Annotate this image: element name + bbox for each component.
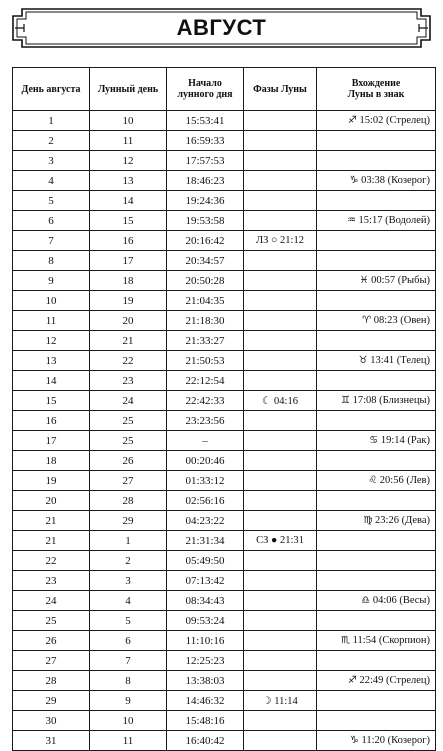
table-row [13, 491, 436, 511]
cell-day: 4 [13, 171, 90, 191]
cell-lunar-day: 29 [90, 511, 167, 531]
cell-sign-entry [317, 451, 436, 471]
cell-moon-phase [244, 311, 317, 331]
table-row [13, 471, 436, 491]
table-row [13, 591, 436, 611]
cell-start-time: 15:48:16 [167, 711, 244, 731]
cell-day: 18 [13, 451, 90, 471]
cell-day: 11 [13, 311, 90, 331]
cell-lunar-day: 25 [90, 411, 167, 431]
zodiac-sign-icon: ♏ [341, 635, 351, 646]
cell-lunar-day: 2 [90, 551, 167, 571]
cell-moon-phase [244, 671, 317, 691]
cell-lunar-day: 25 [90, 431, 167, 451]
cell-lunar-day: 5 [90, 611, 167, 631]
zodiac-sign-icon: ♑ [349, 735, 359, 746]
table-row [13, 351, 436, 371]
cell-start-time: 11:10:16 [167, 631, 244, 651]
table-body [13, 111, 436, 751]
cell-moon-phase [244, 491, 317, 511]
cell-day: 3 [13, 151, 90, 171]
cell-lunar-day: 1 [90, 531, 167, 551]
table-row [13, 251, 436, 271]
table-header-row [13, 68, 436, 111]
cell-moon-phase [244, 631, 317, 651]
table-row [13, 211, 436, 231]
cell-day: 2 [13, 131, 90, 151]
cell-sign-entry [317, 691, 436, 711]
sign-entry-text: 19:14 (Рак) [380, 435, 430, 446]
cell-day: 23 [13, 571, 90, 591]
cell-start-time: 20:34:57 [167, 251, 244, 271]
cell-start-time: 21:50:53 [167, 351, 244, 371]
cell-sign-entry [317, 551, 436, 571]
cell-moon-phase: ☽ 11:14 [244, 691, 317, 711]
cell-sign-entry [317, 731, 436, 751]
zodiac-sign-icon: ♐ [347, 115, 357, 126]
cell-sign-entry [317, 471, 436, 491]
zodiac-sign-icon: ♑ [349, 175, 359, 186]
cell-day: 9 [13, 271, 90, 291]
cell-moon-phase [244, 411, 317, 431]
cell-sign-entry [317, 271, 436, 291]
table-row [13, 451, 436, 471]
cell-lunar-day: 22 [90, 351, 167, 371]
table-row [13, 731, 436, 751]
zodiac-sign-icon: ♐ [347, 675, 357, 686]
table-row [13, 151, 436, 171]
cell-sign-entry [317, 131, 436, 151]
cell-moon-phase [244, 511, 317, 531]
zodiac-sign-icon: ♍ [363, 515, 373, 526]
table-row [13, 571, 436, 591]
cell-start-time: 07:13:42 [167, 571, 244, 591]
cell-moon-phase [244, 111, 317, 131]
header-sign-line2: Луны в знак [347, 89, 405, 100]
cell-day: 28 [13, 671, 90, 691]
cell-lunar-day: 28 [90, 491, 167, 511]
cell-day: 14 [13, 371, 90, 391]
cell-sign-entry [317, 331, 436, 351]
cell-moon-phase [244, 651, 317, 671]
cell-day: 1 [13, 111, 90, 131]
cell-day: 29 [13, 691, 90, 711]
cell-sign-entry [317, 631, 436, 651]
zodiac-sign-icon: ♊ [341, 395, 350, 406]
table-row [13, 131, 436, 151]
header-start-line1: Начало [188, 78, 222, 89]
sign-entry-text: 11:20 (Козерог) [361, 735, 430, 746]
cell-moon-phase [244, 131, 317, 151]
cell-moon-phase [244, 611, 317, 631]
cell-moon-phase [244, 151, 317, 171]
cell-sign-entry [317, 591, 436, 611]
zodiac-sign-icon: ♎ [361, 595, 371, 606]
sign-entry-text: 00:57 (Рыбы) [371, 275, 430, 286]
table-row [13, 411, 436, 431]
cell-sign-entry [317, 511, 436, 531]
cell-day: 27 [13, 651, 90, 671]
cell-start-time: – [167, 431, 244, 451]
cell-start-time: 16:59:33 [167, 131, 244, 151]
cell-sign-entry [317, 231, 436, 251]
zodiac-sign-icon: ♉ [358, 355, 368, 366]
cell-lunar-day: 12 [90, 151, 167, 171]
cell-sign-entry [317, 711, 436, 731]
cell-start-time: 23:23:56 [167, 411, 244, 431]
cell-sign-entry [317, 371, 436, 391]
cell-lunar-day: 14 [90, 191, 167, 211]
table-row [13, 551, 436, 571]
cell-lunar-day: 27 [90, 471, 167, 491]
table-row [13, 231, 436, 251]
cell-moon-phase [244, 351, 317, 371]
sign-entry-text: 13:41 (Телец) [370, 355, 430, 366]
cell-sign-entry [317, 311, 436, 331]
cell-moon-phase: ☾ 04:16 [244, 391, 317, 411]
cell-day: 16 [13, 411, 90, 431]
header-start-line2: лунного дня [177, 89, 233, 100]
cell-lunar-day: 17 [90, 251, 167, 271]
cell-lunar-day: 13 [90, 171, 167, 191]
cell-sign-entry [317, 651, 436, 671]
cell-start-time: 21:31:34 [167, 531, 244, 551]
cell-moon-phase [244, 211, 317, 231]
cell-moon-phase [244, 571, 317, 591]
cell-lunar-day: 11 [90, 731, 167, 751]
table-row [13, 271, 436, 291]
sign-entry-text: 22:49 (Стрелец) [359, 675, 430, 686]
cell-moon-phase [244, 191, 317, 211]
cell-lunar-day: 21 [90, 331, 167, 351]
cell-day: 15 [13, 391, 90, 411]
cell-lunar-day: 23 [90, 371, 167, 391]
table-row [13, 671, 436, 691]
cell-start-time: 04:23:22 [167, 511, 244, 531]
cell-moon-phase [244, 551, 317, 571]
cell-start-time: 05:49:50 [167, 551, 244, 571]
sign-entry-text: 03:38 (Козерог) [361, 175, 430, 186]
cell-moon-phase [244, 711, 317, 731]
table-row [13, 311, 436, 331]
cell-day: 8 [13, 251, 90, 271]
zodiac-sign-icon: ♈ [362, 315, 372, 326]
cell-lunar-day: 18 [90, 271, 167, 291]
cell-sign-entry [317, 191, 436, 211]
sign-entry-text: 17:08 (Близнецы) [352, 395, 430, 406]
cell-day: 6 [13, 211, 90, 231]
cell-start-time: 22:42:33 [167, 391, 244, 411]
cell-sign-entry [317, 171, 436, 191]
cell-moon-phase [244, 471, 317, 491]
cell-moon-phase [244, 371, 317, 391]
cell-moon-phase: СЗ ● 21:31 [244, 531, 317, 551]
table-row [13, 111, 436, 131]
cell-lunar-day: 24 [90, 391, 167, 411]
cell-start-time: 00:20:46 [167, 451, 244, 471]
header-start [167, 68, 244, 111]
sign-entry-text: 23:26 (Дева) [375, 515, 430, 526]
sign-entry-text: 15:02 (Стрелец) [359, 115, 430, 126]
table-row [13, 371, 436, 391]
header-sign [317, 68, 436, 111]
table-row [13, 391, 436, 411]
cell-moon-phase [244, 431, 317, 451]
cell-sign-entry [317, 391, 436, 411]
page-title: АВГУСТ [176, 15, 267, 40]
cell-sign-entry [317, 351, 436, 371]
cell-start-time: 19:53:58 [167, 211, 244, 231]
table-row [13, 171, 436, 191]
sign-entry-text: 15:17 (Водолей) [358, 215, 430, 226]
cell-start-time: 21:04:35 [167, 291, 244, 311]
table-row [13, 291, 436, 311]
zodiac-sign-icon: ♌ [368, 475, 378, 486]
cell-lunar-day: 6 [90, 631, 167, 651]
table-row [13, 691, 436, 711]
header-lunar-day: Лунный день [90, 68, 167, 111]
header-sign-line1: Вхождение [351, 78, 401, 89]
cell-lunar-day: 3 [90, 571, 167, 591]
cell-day: 26 [13, 631, 90, 651]
cell-moon-phase [244, 451, 317, 471]
cell-day: 22 [13, 551, 90, 571]
cell-lunar-day: 10 [90, 711, 167, 731]
cell-lunar-day: 11 [90, 131, 167, 151]
cell-moon-phase [244, 731, 317, 751]
cell-sign-entry [317, 251, 436, 271]
cell-sign-entry [317, 491, 436, 511]
table-row [13, 611, 436, 631]
sign-entry-text: 20:56 (Лев) [379, 475, 430, 486]
cell-day: 17 [13, 431, 90, 451]
cell-start-time: 09:53:24 [167, 611, 244, 631]
cell-sign-entry [317, 291, 436, 311]
table-row [13, 631, 436, 651]
sign-entry-text: 08:23 (Овен) [373, 315, 430, 326]
cell-day: 21 [13, 531, 90, 551]
cell-sign-entry [317, 151, 436, 171]
cell-sign-entry [317, 671, 436, 691]
cell-start-time: 13:38:03 [167, 671, 244, 691]
cell-moon-phase [244, 171, 317, 191]
header-phase: Фазы Луны [244, 68, 317, 111]
sign-entry-text: 11:54 (Скорпион) [352, 635, 430, 646]
cell-moon-phase [244, 271, 317, 291]
cell-lunar-day: 9 [90, 691, 167, 711]
cell-day: 24 [13, 591, 90, 611]
cell-sign-entry [317, 431, 436, 451]
zodiac-sign-icon: ♒ [346, 215, 356, 226]
cell-start-time: 20:50:28 [167, 271, 244, 291]
table-row [13, 511, 436, 531]
cell-start-time: 01:33:12 [167, 471, 244, 491]
cell-moon-phase [244, 591, 317, 611]
cell-day: 19 [13, 471, 90, 491]
header-day: День августа [13, 68, 90, 111]
cell-moon-phase [244, 291, 317, 311]
cell-day: 25 [13, 611, 90, 631]
cell-moon-phase [244, 251, 317, 271]
table-row [13, 191, 436, 211]
cell-sign-entry [317, 411, 436, 431]
cell-day: 30 [13, 711, 90, 731]
cell-start-time: 15:53:41 [167, 111, 244, 131]
title-banner [12, 8, 431, 48]
cell-start-time: 14:46:32 [167, 691, 244, 711]
cell-sign-entry [317, 531, 436, 551]
sign-entry-text: 04:06 (Весы) [372, 595, 430, 606]
cell-lunar-day: 8 [90, 671, 167, 691]
cell-start-time: 22:12:54 [167, 371, 244, 391]
cell-day: 13 [13, 351, 90, 371]
table-row [13, 711, 436, 731]
table-row [13, 331, 436, 351]
cell-lunar-day: 19 [90, 291, 167, 311]
cell-start-time: 02:56:16 [167, 491, 244, 511]
cell-start-time: 21:18:30 [167, 311, 244, 331]
cell-lunar-day: 26 [90, 451, 167, 471]
table-row [13, 431, 436, 451]
lunar-calendar-table [12, 67, 436, 751]
cell-start-time: 17:57:53 [167, 151, 244, 171]
zodiac-sign-icon: ♓ [359, 275, 369, 286]
cell-day: 10 [13, 291, 90, 311]
cell-sign-entry [317, 611, 436, 631]
cell-start-time: 08:34:43 [167, 591, 244, 611]
cell-start-time: 19:24:36 [167, 191, 244, 211]
cell-start-time: 20:16:42 [167, 231, 244, 251]
cell-start-time: 12:25:23 [167, 651, 244, 671]
cell-moon-phase [244, 331, 317, 351]
cell-day: 20 [13, 491, 90, 511]
cell-lunar-day: 20 [90, 311, 167, 331]
cell-lunar-day: 4 [90, 591, 167, 611]
cell-day: 7 [13, 231, 90, 251]
table-row [13, 651, 436, 671]
cell-start-time: 18:46:23 [167, 171, 244, 191]
cell-day: 21 [13, 511, 90, 531]
cell-moon-phase: ЛЗ ○ 21:12 [244, 231, 317, 251]
cell-day: 12 [13, 331, 90, 351]
cell-start-time: 21:33:27 [167, 331, 244, 351]
cell-day: 5 [13, 191, 90, 211]
cell-lunar-day: 15 [90, 211, 167, 231]
cell-sign-entry [317, 211, 436, 231]
table-row [13, 531, 436, 551]
cell-day: 31 [13, 731, 90, 751]
cell-lunar-day: 7 [90, 651, 167, 671]
cell-lunar-day: 16 [90, 231, 167, 251]
cell-start-time: 16:40:42 [167, 731, 244, 751]
zodiac-sign-icon: ♋ [369, 435, 379, 446]
cell-sign-entry [317, 111, 436, 131]
cell-lunar-day: 10 [90, 111, 167, 131]
cell-sign-entry [317, 571, 436, 591]
